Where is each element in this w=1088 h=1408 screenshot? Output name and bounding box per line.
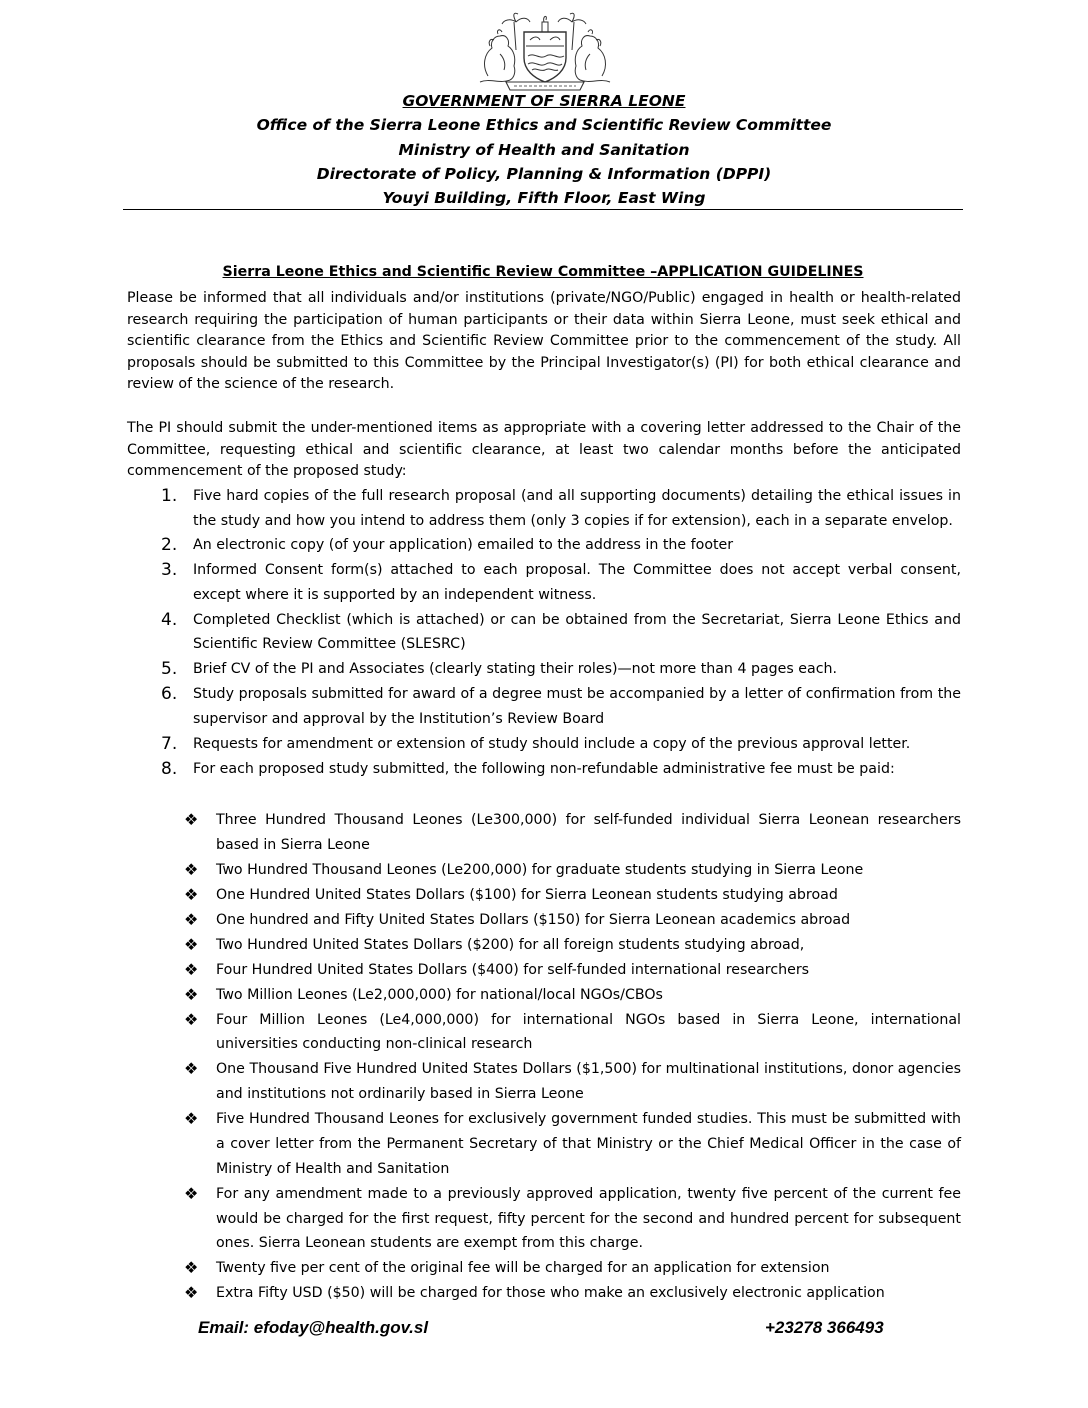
list-item [127, 533, 961, 558]
address-heading: Youyi Building, Fifth Floor, East Wing [382, 189, 706, 208]
item-number: 5. [161, 659, 178, 680]
fee-item [180, 908, 961, 933]
diamond-bullet-icon: ❖ [184, 909, 199, 929]
diamond-bullet-icon: ❖ [184, 884, 199, 904]
requirements-list [127, 484, 961, 782]
fee-item [180, 933, 961, 958]
item-text: Five hard copies of the full research proposal (and all supporting documents) detailing the ethical issues in the study and how you intend to address them (only 3 copies if for extension), each in a separate envelop. [193, 488, 961, 529]
sierra-leone-coat-of-arms-icon [470, 10, 620, 92]
list-item [127, 657, 961, 682]
fee-item [180, 1107, 961, 1181]
fee-text: One hundred and Fifty United States Dollars ($150) for Sierra Leonean academics abroad [216, 911, 851, 928]
submission-paragraph: The PI should submit the under-mentioned items as appropriate with a covering letter addressed to the Chair of the Committee, requesting ethical and scientific clearance, at least two calendar months before the anticipated commencement of the proposed study: [127, 420, 961, 480]
fee-text: For any amendment made to a previously approved application, twenty five percent of the current fee would be charged for the first request, fifty percent for the second and hundred percent for subsequent ones. Sierra Leonean students are exempt from this charge. [216, 1185, 961, 1252]
diamond-bullet-icon: ❖ [184, 1258, 199, 1278]
diamond-bullet-icon: ❖ [184, 859, 199, 879]
diamond-bullet-icon: ❖ [184, 934, 199, 954]
fee-item [180, 1256, 961, 1281]
diamond-bullet-icon: ❖ [184, 1183, 199, 1203]
government-heading: GOVERNMENT OF SIERRA LEONE [402, 92, 686, 110]
fee-item [180, 808, 961, 858]
item-text: For each proposed study submitted, the following non-refundable administrative fee must be paid: [193, 760, 895, 777]
header-divider [123, 209, 963, 210]
item-text: Study proposals submitted for award of a degree must be accompanied by a letter of confirmation from the supervisor and approval by the Institution’s Review Board [193, 686, 961, 727]
list-item [127, 757, 961, 782]
diamond-bullet-icon: ❖ [184, 1109, 199, 1129]
item-text: Brief CV of the PI and Associates (clearly stating their roles)—not more than 4 pages each. [193, 661, 838, 678]
item-number: 6. [161, 684, 178, 705]
fee-text: Extra Fifty USD ($50) will be charged for those who make an exclusively electronic application [216, 1285, 885, 1302]
ministry-heading: Ministry of Health and Sanitation [398, 140, 690, 159]
fee-text: Two Hundred United States Dollars ($200) for all foreign students studying abroad, [216, 936, 805, 953]
fee-text: Four Hundred United States Dollars ($400) for self-funded international researchers [216, 961, 810, 978]
fee-item [180, 1008, 961, 1058]
fee-item [180, 858, 961, 883]
fee-text: Two Hundred Thousand Leones (Le200,000) for graduate students studying in Sierra Leone [216, 861, 864, 878]
document-title: Sierra Leone Ethics and Scientific Review Committee –APPLICATION GUIDELINES [222, 264, 864, 280]
fee-text: Two Million Leones (Le2,000,000) for national/local NGOs/CBOs [216, 986, 663, 1003]
fee-text: One Hundred United States Dollars ($100) for Sierra Leonean students studying abroad [216, 886, 838, 903]
fee-text: One Thousand Five Hundred United States Dollars ($1,500) for multinational institutions, donor agencies and institutions not ordinarily based in Sierra Leone [216, 1061, 961, 1103]
letterhead [120, 89, 968, 210]
diamond-bullet-icon: ❖ [184, 810, 199, 829]
fee-item [180, 1057, 961, 1107]
item-number: 4. [161, 609, 178, 630]
item-number: 7. [161, 733, 178, 754]
item-text: Completed Checklist (which is attached) or can be obtained from the Secretariat, Sierra Leone Ethics and Scientific Review Committee (SLESRC) [193, 611, 961, 653]
fee-item [180, 883, 961, 908]
footer-phone: +23278 366493 [765, 1318, 884, 1337]
diamond-bullet-icon: ❖ [184, 1009, 199, 1029]
item-text: An electronic copy (of your application) emailed to the address in the footer [193, 537, 734, 554]
fee-text: Four Million Leones (Le4,000,000) for international NGOs based in Sierra Leone, international universities conducting non-clinical research [216, 1011, 961, 1053]
office-heading: Office of the Sierra Leone Ethics and Scientific Review Committee [256, 116, 832, 135]
list-item [127, 484, 961, 533]
list-item [127, 558, 961, 607]
item-text: Requests for amendment or extension of study should include a copy of the previous approval letter. [193, 735, 911, 752]
list-item [127, 732, 961, 757]
diamond-bullet-icon: ❖ [184, 1283, 199, 1303]
list-item [127, 608, 961, 657]
list-item [127, 682, 961, 731]
fee-text: Five Hundred Thousand Leones for exclusively government funded studies. This must be submitted with a cover letter from the Permanent Secretary of that Ministry or the Chief Medical Officer in the case of Ministry of Health and Sanitation [216, 1111, 961, 1177]
fee-item [180, 958, 961, 983]
intro-paragraph: Please be informed that all individuals and/or institutions (private/NGO/Public) engaged in health or health-related research requiring the participation of human participants or their data within Sierra Leone, must seek ethical and scientific clearance from the Ethics and Scientific Review Committee prior to the commencement of the study. All proposals should be submitted to this Committee by the Principal Investigator(s) (PI) for both ethical clearance and review of the science of the research. [127, 290, 961, 393]
diamond-bullet-icon: ❖ [184, 959, 199, 979]
fee-text: Twenty five per cent of the original fee will be charged for an application for extension [216, 1260, 830, 1277]
fee-item [180, 1281, 961, 1306]
fee-list [180, 808, 961, 1306]
item-text: Informed Consent form(s) attached to each proposal. The Committee does not accept verbal consent, except where it is supported by an independent witness. [193, 562, 961, 603]
diamond-bullet-icon: ❖ [184, 1059, 199, 1079]
item-number: 1. [161, 486, 178, 506]
fee-text: Three Hundred Thousand Leones (Le300,000) for self-funded individual Sierra Leonean researchers based in Sierra Leone [216, 812, 961, 853]
directorate-heading: Directorate of Policy, Planning & Information (DPPI) [316, 164, 772, 183]
footer-email: Email: efoday@health.gov.sl [198, 1318, 429, 1337]
diamond-bullet-icon: ❖ [184, 984, 199, 1004]
item-number: 3. [161, 560, 178, 581]
item-number: 2. [161, 535, 178, 556]
fee-item [180, 1182, 961, 1256]
fee-item [180, 983, 961, 1008]
item-number: 8. [161, 758, 178, 779]
